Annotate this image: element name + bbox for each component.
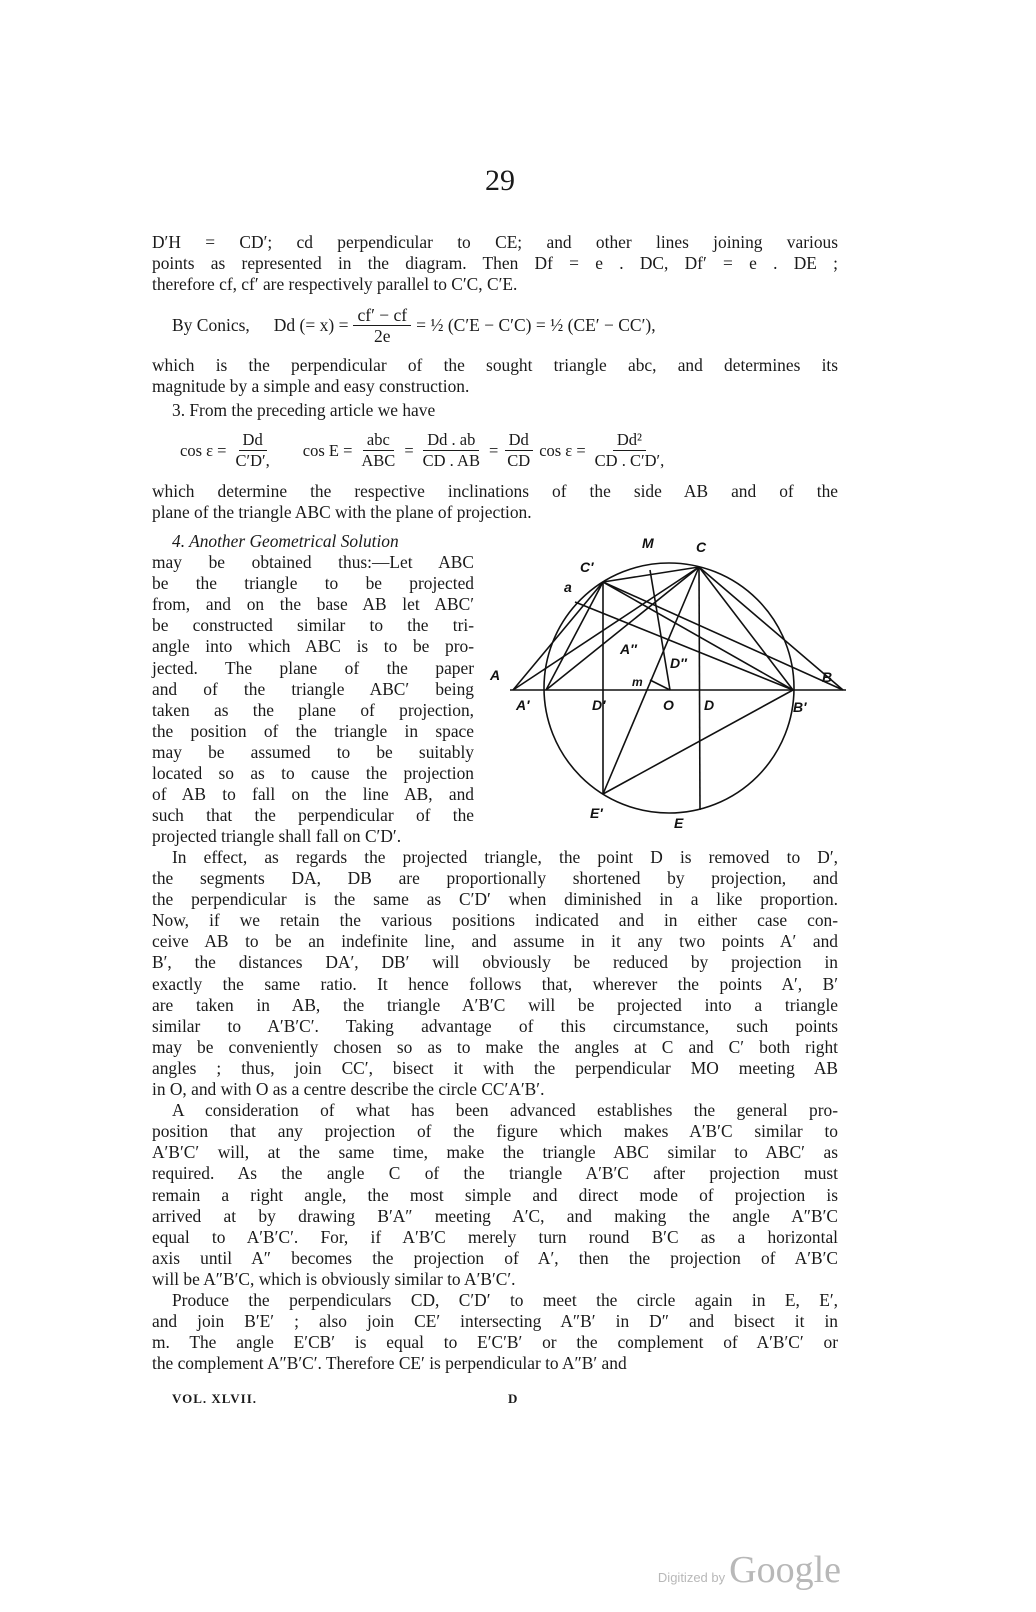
fraction: [353, 305, 411, 346]
text-line: may be obtained thus:—Let ABC: [152, 552, 474, 573]
digitized-watermark: [658, 1548, 841, 1592]
paragraph-1: [152, 232, 838, 295]
text-line: Now, if we retain the various positions indicated and in either case con-: [152, 910, 838, 931]
text-line: jected. The plane of the paper: [152, 657, 474, 678]
denominator: 2e: [374, 326, 391, 346]
text-line: angles ; thus, join CC′, bisect it with the perpendicular MO meeting AB: [152, 1057, 838, 1078]
label-e: E: [674, 815, 684, 830]
text-line: A consideration of what has been advanced establishes the general pro-: [172, 1100, 838, 1121]
geometry-diagram: [480, 530, 860, 830]
text-line: equal to A′B′C′. For, if A′B′C merely turn round B′C as a horizontal: [152, 1226, 838, 1247]
text-line: remain a right angle, the most simple and direct mode of projection is: [152, 1184, 838, 1205]
text-line: therefore cf, cf′ are respectively parallel to C′C, C′E.: [152, 274, 518, 295]
text-line: the complement A″B′C′. Therefore CE′ is perpendicular to A″B′ and: [152, 1353, 627, 1374]
text-line: projected triangle shall fall on C′D′.: [152, 826, 402, 847]
formula-lead: By Conics,: [172, 315, 250, 335]
numerator: Dd²: [613, 430, 646, 451]
text-line: Produce the perpendiculars CD, C′D′ to meet the circle again in E, E′,: [172, 1289, 838, 1310]
footer-volume: VOL. XLVII.: [172, 1391, 258, 1406]
fraction: [357, 430, 399, 471]
label-a-small: a: [564, 579, 572, 595]
paragraph-2: [152, 355, 838, 397]
fraction: [231, 430, 273, 471]
footer-signature: D: [508, 1391, 519, 1406]
denominator: ABC: [361, 451, 396, 470]
label-a-prime: A′: [516, 697, 530, 713]
text-line: located so as to cause the projection: [152, 763, 474, 784]
fraction: [591, 430, 669, 471]
text-line: and of the triangle ABC′ being: [152, 678, 474, 699]
formula-text: =: [404, 440, 414, 460]
numerator: Dd . ab: [423, 430, 479, 451]
text-line: A′B′C′ will, at the same time, make the triangle ABC similar to ABC′ as: [152, 1142, 838, 1163]
label-b: B: [822, 669, 833, 685]
denominator: CD . C′D′,: [594, 451, 665, 470]
denominator: CD . AB: [422, 451, 480, 470]
text-line: arrived at by drawing B′A″ meeting A′C, and making the angle A″B′C: [152, 1205, 838, 1226]
line-c-e: [699, 567, 700, 810]
text-line: m. The angle E′CB′ is equal to E′C′B′ or the complement of A′B′C′ or: [152, 1332, 838, 1353]
paragraph-3: [152, 481, 838, 523]
formula-text: cos ε =: [539, 440, 586, 460]
label-o: O: [663, 697, 674, 713]
numerator: Dd: [239, 430, 267, 451]
label-a-double-prime: A″: [620, 641, 637, 657]
text-line: will be A″B′C, which is obviously similar to A′B′C′.: [152, 1268, 516, 1289]
label-m-small: m: [632, 675, 643, 689]
label-m-upper: M: [642, 535, 654, 551]
page-number: 29: [485, 164, 515, 197]
watermark-text: Digitized by: [657, 1570, 726, 1585]
text-line: axis until A″ becomes the projection of A′, then the projection of A′B′C: [152, 1247, 838, 1268]
text-line: taken as the plane of projection,: [152, 699, 474, 720]
label-c-prime: C′: [580, 559, 594, 575]
text-line: plane of the triangle ABC with the plane of projection.: [152, 502, 532, 523]
text-line: be the triangle to be projected: [152, 573, 474, 594]
text-line: points as represented in the diagram. Then Df = e . DC, Df′ = e . DE ;: [152, 253, 838, 274]
formula-text: cos ε =: [180, 440, 227, 460]
text-line: in O, and with O as a centre describe the circle CC′A′B′.: [152, 1079, 545, 1100]
formula-cosines: [180, 430, 673, 471]
label-a: A: [490, 667, 501, 683]
text-line: angle into which ABC is to be pro-: [152, 636, 474, 657]
text-line: are taken in AB, the triangle A′B′C will be projected into a triangle: [152, 994, 838, 1015]
text-line: In effect, as regards the projected triangle, the point D is removed to D′,: [172, 847, 838, 867]
text-line: which is the perpendicular of the sought triangle abc, and determines its: [152, 355, 838, 375]
text-line: exactly the same ratio. It hence follows that, wherever the points A′, B′: [152, 973, 838, 994]
text-line: magnitude by a simple and easy construction.: [152, 376, 470, 397]
numerator: cf′ − cf: [353, 305, 411, 326]
label-d-prime: D′: [592, 697, 606, 713]
fraction: [419, 430, 484, 471]
text-line: the position of the triangle in space: [152, 720, 474, 741]
denominator: CD: [507, 451, 531, 470]
text-line: may be conveniently chosen so as to make the angles at C and C′ both right: [152, 1036, 838, 1057]
text-line: such that the perpendicular of the: [152, 805, 474, 826]
text-line: ceive AB to be an indefinite line, and assume in it any two points A′ and: [152, 931, 838, 952]
label-d: D: [704, 697, 715, 713]
text-line: the perpendicular is the same as C′D′ when diminished in a like proportion.: [152, 889, 838, 910]
label-e-prime: E′: [590, 805, 603, 821]
label-c: C: [696, 539, 707, 555]
text-line: D′H = CD′; cd perpendicular to CE; and other lines joining various: [152, 232, 838, 252]
numerator: Dd: [505, 430, 533, 451]
text-line: B′, the distances DA′, DB′ will obviously be reduced by projection in: [152, 952, 838, 973]
text-line: be constructed similar to the tri-: [152, 615, 474, 636]
formula-rest: = ½ (C′E − C′C) = ½ (CE′ − CC′),: [416, 315, 656, 335]
section-4-column: [152, 531, 474, 847]
text-line: the segments DA, DB are proportionally shortened by projection, and: [152, 868, 838, 889]
text-line: 4. Another Geometrical Solution: [172, 531, 399, 551]
formula-text: cos E =: [302, 440, 353, 460]
formula-lhs: Dd (= x) =: [273, 315, 349, 335]
google-logo: Google: [729, 1549, 841, 1591]
formula-conics: [172, 305, 656, 346]
label-d-double-prime: D″: [670, 655, 687, 671]
numerator: abc: [363, 430, 394, 451]
text-line: which determine the respective inclinations of the side AB and of the: [152, 481, 838, 501]
section-3-intro: 3. From the preceding article we have: [172, 400, 436, 420]
text-line: may be assumed to be suitably: [152, 741, 474, 762]
text-line: similar to A′B′C′. Taking advantage of this circumstance, such points: [152, 1015, 838, 1036]
text-line: required. As the angle C of the triangle A′B′C after projection must: [152, 1163, 838, 1184]
denominator: C′D′,: [235, 451, 270, 470]
fraction: [503, 430, 534, 471]
text-line: and join B′E′ ; also join CE′ intersecting A″B′ in D″ and bisect it in: [152, 1311, 838, 1332]
text-line: position that any projection of the figure which makes A′B′C similar to: [152, 1121, 838, 1142]
formula-text: =: [488, 440, 499, 460]
text-line: of AB to fall on the line AB, and: [152, 784, 474, 805]
label-b-prime: B′: [793, 699, 807, 715]
text-line: from, and on the base AB let ABC′: [152, 594, 474, 615]
main-text: [152, 847, 838, 1374]
